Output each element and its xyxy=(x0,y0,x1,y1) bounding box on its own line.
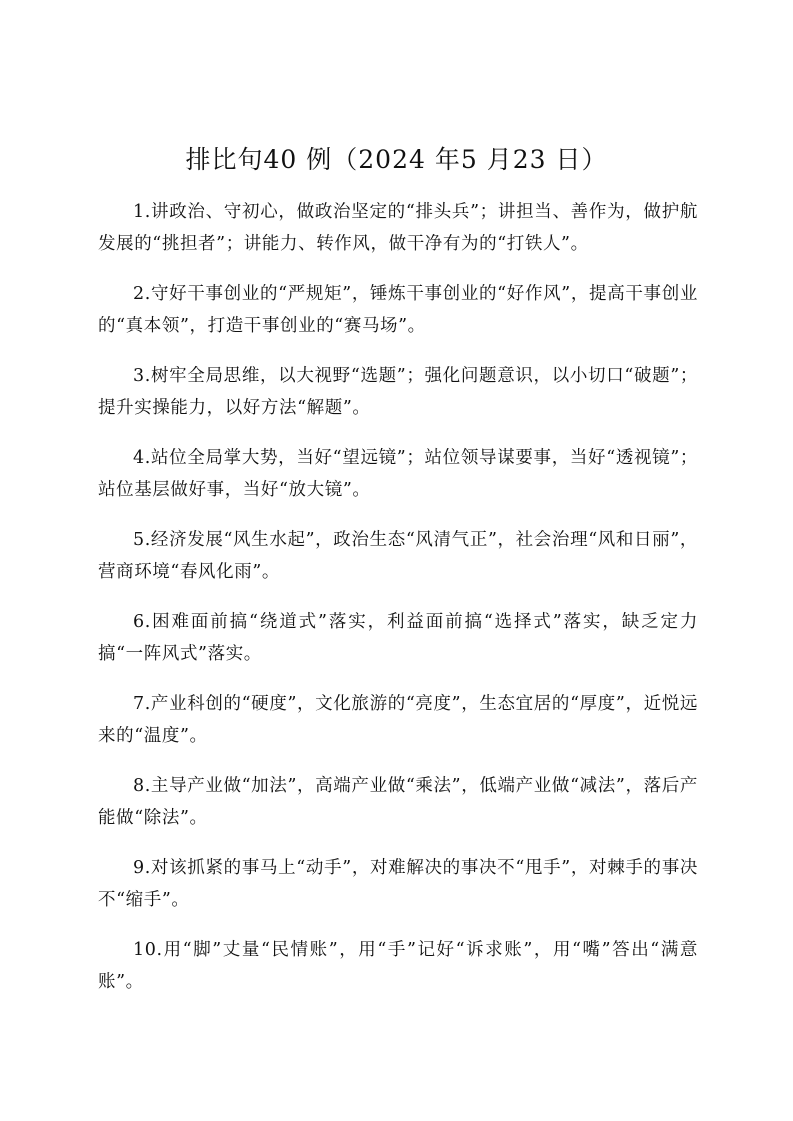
paragraph-1: 1.讲政治、守初心，做政治坚定的“排头兵”；讲担当、善作为，做护航发展的“挑担者”；讲能力、转作风，做干净有为的“打铁人”。 xyxy=(98,202,698,254)
paragraph-10: 10.用“脚”丈量“民情账”，用“手”记好“诉求账”，用“嘴”答出“满意账”。 xyxy=(98,940,698,992)
paragraph-3: 3.树牢全局思维，以大视野“选题”；强化问题意识，以小切口“破题”；提升实操能力，以好方法“解题”。 xyxy=(98,366,698,418)
paragraph-2: 2.守好干事创业的“严规矩”，锤炼干事创业的“好作风”，提高干事创业的“真本领”，打造干事创业的“赛马场”。 xyxy=(98,284,698,336)
paragraph-6: 6.困难面前搞“绕道式”落实，利益面前搞“选择式”落实，缺乏定力搞“一阵风式”落实。 xyxy=(98,612,698,664)
paragraph-7: 7.产业科创的“硬度”，文化旅游的“亮度”，生态宜居的“厚度”，近悦远来的“温度”。 xyxy=(98,694,698,746)
paragraph-4: 4.站位全局掌大势，当好“望远镜”；站位领导谋要事，当好“透视镜”；站位基层做好事，当好“放大镜”。 xyxy=(98,448,698,500)
document-body xyxy=(98,196,698,1016)
paragraph-5: 5.经济发展“风生水起”，政治生态“风清气正”，社会治理“风和日丽”，营商环境“春风化雨”。 xyxy=(98,530,698,582)
page-title: 排比句40 例（2024 年5 月23 日） xyxy=(185,145,608,174)
paragraph-9: 9.对该抓紧的事马上“动手”，对难解决的事决不“甩手”，对棘手的事决不“缩手”。 xyxy=(98,858,698,910)
paragraph-8: 8.主导产业做“加法”，高端产业做“乘法”，低端产业做“减法”，落后产能做“除法”。 xyxy=(98,776,698,828)
